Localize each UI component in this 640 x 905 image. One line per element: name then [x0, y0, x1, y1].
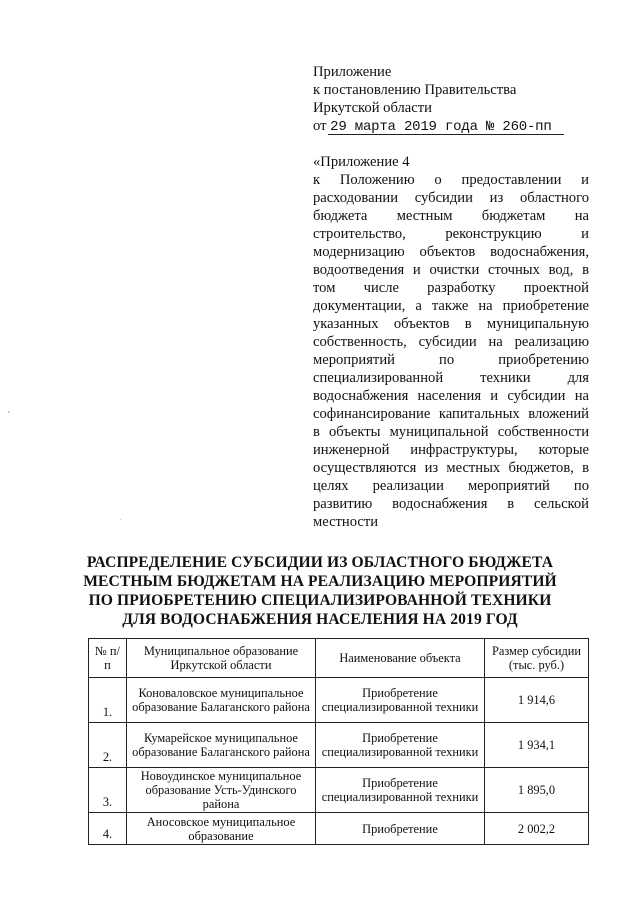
appendix4-line: софинансирование капитальных вложений — [313, 406, 589, 422]
row-municipality: Коноваловское муниципальное образование Балаганского района — [127, 678, 316, 723]
appendix4-line: расходовании субсидии из областного — [313, 190, 589, 206]
row-amount: 1 914,6 — [485, 678, 589, 723]
appendix4-line: специализированной техники для — [313, 370, 589, 386]
appendix4-line: развитию водоснабжения в сельской — [313, 496, 589, 512]
appendix4-line: модернизацию объектов водоснабжения, — [313, 244, 589, 260]
header-object: Наименование объекта — [316, 639, 485, 678]
appendix4-title: «Приложение 4 — [313, 154, 410, 170]
appendix4-line: инженерной инфраструктуры, которые — [313, 442, 589, 458]
row-object: Приобретение специализированной техники — [316, 723, 485, 768]
document-title-line: РАСПРЕДЕЛЕНИЕ СУБСИДИИ ИЗ ОБЛАСТНОГО БЮДЖЕТА — [86, 554, 554, 571]
row-num: 1. — [89, 678, 127, 723]
appendix4-line: местности — [313, 514, 379, 530]
document-title-line: ДЛЯ ВОДОСНАБЖЕНИЯ НАСЕЛЕНИЯ НА 2019 ГОД — [122, 611, 518, 628]
date-underline — [328, 134, 564, 135]
appendix4-line: водоснабжения населения и субсидии на — [313, 388, 589, 404]
appendix4-line: бюджета местным бюджетам на — [313, 208, 589, 224]
appendix4-line: в объекты муниципальной собственности — [313, 424, 589, 440]
appendix4-line: водоотведения и очистки сточных вод, в — [313, 262, 589, 278]
table-row — [89, 813, 589, 845]
table-header-row — [89, 639, 589, 678]
row-num: 4. — [89, 813, 127, 845]
row-amount: 1 895,0 — [485, 768, 589, 813]
appendix4-line: целях реализации мероприятий по — [313, 478, 589, 494]
date-prefix: от — [313, 118, 327, 134]
scan-speck — [120, 519, 121, 520]
scan-speck — [8, 411, 10, 413]
header-num: № п/п — [89, 639, 127, 678]
appendix4-line: документации, а также на приобретение — [313, 298, 589, 314]
row-municipality: Аносовское муниципальное образование — [127, 813, 316, 845]
document-title-line: ПО ПРИОБРЕТЕНИЮ СПЕЦИАЛИЗИРОВАННОЙ ТЕХНИКИ — [88, 592, 552, 609]
row-num: 2. — [89, 723, 127, 768]
row-amount: 2 002,2 — [485, 813, 589, 845]
row-municipality: Новоудинское муниципальное образование Усть-Удинского района — [127, 768, 316, 813]
header-amount: Размер субсидии (тыс. руб.) — [485, 639, 589, 678]
document-title-line: МЕСТНЫМ БЮДЖЕТАМ НА РЕАЛИЗАЦИЮ МЕРОПРИЯТИЙ — [83, 573, 557, 590]
appendix4-line: строительство, реконструкцию и — [313, 226, 589, 242]
appendix-label: Приложение — [313, 64, 392, 80]
appendix4-line: том числе разработку проектной — [313, 280, 589, 296]
appendix4-line: осуществляются из местных бюджетов, в — [313, 460, 589, 476]
row-amount: 1 934,1 — [485, 723, 589, 768]
appendix4-line: мероприятий по приобретению — [313, 352, 589, 368]
table-row — [89, 723, 589, 768]
appendix-resolution-ref: к постановлению Правительства — [313, 82, 517, 98]
row-object: Приобретение специализированной техники — [316, 678, 485, 723]
appendix4-line: собственность, субсидии на реализацию — [313, 334, 589, 350]
appendix4-line: указанных объектов в муниципальную — [313, 316, 589, 332]
subsidy-table — [88, 638, 589, 845]
appendix-region: Иркутской области — [313, 100, 432, 116]
row-num: 3. — [89, 768, 127, 813]
date-value: 29 марта 2019 года № 260-пп — [330, 119, 552, 135]
table-row — [89, 678, 589, 723]
table-row — [89, 768, 589, 813]
row-object: Приобретение — [316, 813, 485, 845]
header-municipality: Муниципальное образование Иркутской области — [127, 639, 316, 678]
row-municipality: Кумарейское муниципальное образование Балаганского района — [127, 723, 316, 768]
row-object: Приобретение специализированной техники — [316, 768, 485, 813]
appendix4-line: к Положению о предоставлении и — [313, 172, 589, 188]
